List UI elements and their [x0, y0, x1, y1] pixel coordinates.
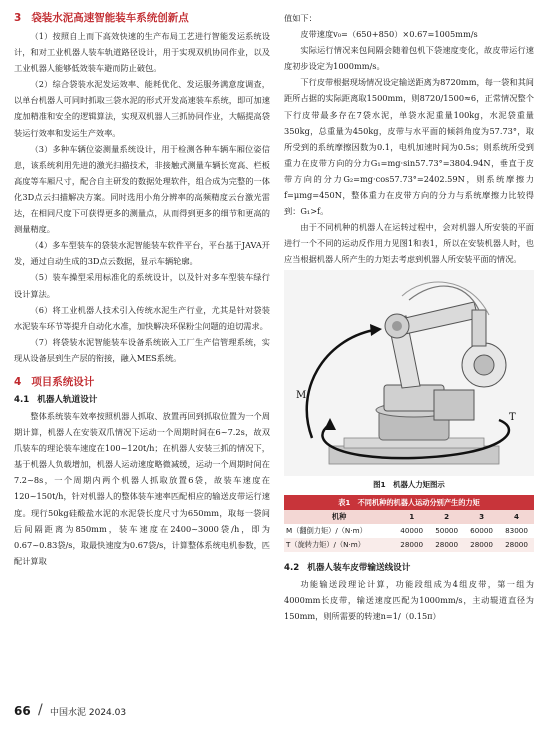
robot-illustration [284, 270, 534, 476]
innovation-point-7: （7）将袋装水泥智能装车设备系统嵌入工厂生产信管理系统，实现从设备层到生产层的衔接，融入MES系统。 [14, 336, 270, 363]
table-header-cell: 1 [409, 511, 415, 521]
table-row [284, 538, 534, 552]
table-cell: 60000 [470, 525, 494, 535]
subsection-4-2-heading [284, 560, 534, 576]
paragraph-robot-moment: 由于不同机种的机器人在运转过程中，会对机器人所安装的平面进行一个不同的运动反作用力见图1和表1，所以在安装机器人时，也应当根据机器人所产生的力矩去考虑到机器人所安装平面的情况。 [284, 222, 534, 265]
moment-label-m: M [296, 389, 307, 401]
subsection-number: 4.1 [14, 394, 30, 405]
subsection-title: 机器人轨道设计 [37, 394, 98, 405]
table-cell: T（旋转力矩）/（N·m） [286, 539, 365, 549]
table-cell: M（翻倒力矩）/（N·m） [286, 525, 367, 535]
table-cell: 28000 [400, 539, 424, 549]
paragraph-4-2: 功能输送段理论计算，功能段组成为4组皮带，第一组为4000mm长皮带，输送速度匹配为1000mm/s，主动辊道直径为150mm，则所需要的转速n=1/（0.15π） [284, 578, 534, 621]
subsection-title: 机器人装车皮带输送线设计 [307, 562, 411, 573]
right-column [284, 10, 534, 624]
table-cell: 28000 [505, 539, 528, 549]
table-cell: 28000 [470, 539, 494, 549]
footer-divider: / [38, 702, 43, 718]
table-row [284, 524, 534, 538]
table-caption: 表1 不同机种的机器人运动分别产生的力矩 [284, 495, 534, 510]
section-number: 4 [14, 375, 22, 388]
table-cell: 83000 [505, 525, 528, 535]
table-header-cell: 2 [444, 511, 450, 521]
moment-label-t: T [509, 411, 516, 423]
table-cell: 50000 [435, 525, 459, 535]
left-column [14, 10, 270, 569]
table-header-cell: 3 [479, 511, 485, 521]
moment-table [284, 495, 534, 552]
journal-name: 中国水泥 2024.03 [50, 708, 127, 718]
robot-moment-figure [284, 270, 534, 476]
section-number: 3 [14, 12, 22, 24]
section-title: 袋装水泥高速智能装车系统创新点 [31, 12, 189, 24]
figure-caption: 图1 机器人力矩图示 [373, 479, 445, 489]
table-header-row [284, 510, 534, 524]
innovation-point-5: （5）装车操型采用标准化的系统设计，以及针对多车型装车绿行设计算法。 [14, 272, 270, 299]
table-cell: 28000 [435, 539, 459, 549]
paragraph-4-1: 整体系统装车效率按照机器人抓取、放置再回到抓取位置为一个周期计算，机器人在安装双爪情况下运动一个周期时间在6~7.2s，故双爪装车的理论装车速度在100~120t/h；在机器人安装三抓的情况下，基于机器人负载增加，机器人运动速度略微减缓，运动一个周期时间在7.2~8s，一个周期内两个机器人抓取放置6袋，故装车速度在120~150t/h，针对机器人的整体装车速率匹配相应的输送皮带运行速度。现行50kg硅酸盐水泥的水泥袋长度尺寸为650mm，取每一袋间后间隔距离为850mm，装车速度在2400~3000袋/h，即为0.67~0.83袋/s，取最快速度为0.67袋/s，计算整体系统电机参数，匹配计算取 [14, 410, 270, 566]
paragraph-force-calc: 下行皮带根据现场情况设定输送距离为8720mm，每一袋和其间距所占据的实际距离取1500mm，则8720/1500≈6，正常情况整个下行皮带最多存在7袋水泥，单袋水泥重量100kg，水泥袋重量350kg，总重量为450kg，皮带与水平面的倾斜角度为57.73°，取所受到的系统摩擦因数为0.1，电机加速时间为0.5s；则系统所受到重力在皮带方向的分力G₁=mg·sin57.73°=3804.94N，垂直于皮带方向的分力G₂=mg·cos57.73°=2402.59N，则系统摩擦力f=μmg=450N，整体重力在皮带方向的分力与系统摩擦力比较得到：G₁>f。 [284, 77, 534, 217]
table-header-cell: 4 [514, 511, 520, 521]
innovation-point-6: （6）将工业机器人技术引入传统水泥生产行业，尤其是针对袋装水泥装车环节等提升自动化水准，加快解决环保粉尘问题的迫切需求。 [14, 304, 270, 331]
innovation-point-4: （4）多车型装车的袋装水泥智能装车软件平台，平台基于JAVA开发，通过自动生成的3D点云数据，显示车辆轮廓。 [14, 240, 270, 267]
paragraph-belt-speed: 实际运行情况来包间隔会随着包机下袋速度变化，故皮带运行速度初步设定为1000mm/s。 [284, 45, 534, 72]
formula-belt-speed: 皮带速度v₀=（650+850）×0.67=1005mm/s [300, 29, 478, 40]
page-footer [14, 702, 534, 726]
page-number: 66 [14, 704, 31, 718]
innovation-point-3: （3）多种车辆位姿测量系统设计，用于检测各种车辆车厢位姿信息，该系统利用先进的激光扫描技术，非接触式测量车辆长宽高、栏板高度等车厢尺寸，配合自主研发的数据处理软件，组合成为完整的一体化3D点云扫描解决方案。同时选用小角分辨率的高频精度云台激光雷达，在相同尺度下可获得更多的测量点，从而得到更多的细节和更高的测量精度。 [14, 143, 270, 235]
subsection-4-1-heading [14, 392, 270, 408]
table-cell: 40000 [400, 525, 424, 535]
subsection-number: 4.2 [284, 562, 300, 573]
innovation-point-1: （1）按照自上而下高效快速的生产布局工艺进行智能发运系统设计，和对工业机器人装车轨道路径设计，用于实现双机协同作业，以及工业机器人能够低效装车避而防止破包。 [14, 31, 270, 74]
section-3-heading [14, 10, 270, 27]
table-header-cell: 机种 [331, 511, 347, 521]
lead-in: 值如下： [284, 13, 317, 23]
section-title: 项目系统设计 [31, 375, 95, 388]
innovation-point-2: （2）综合袋装水泥发运效率、能耗优化、发运服务满意度调查，以单台机器人可同时抓取三袋水泥的形式开发高速装车系统，即可加速度加精准和安全的逻辑算法，实现双机器人三抓协同作业，大幅提高袋装运行效率和发运生产效率。 [14, 79, 270, 138]
section-4-heading [14, 374, 270, 391]
